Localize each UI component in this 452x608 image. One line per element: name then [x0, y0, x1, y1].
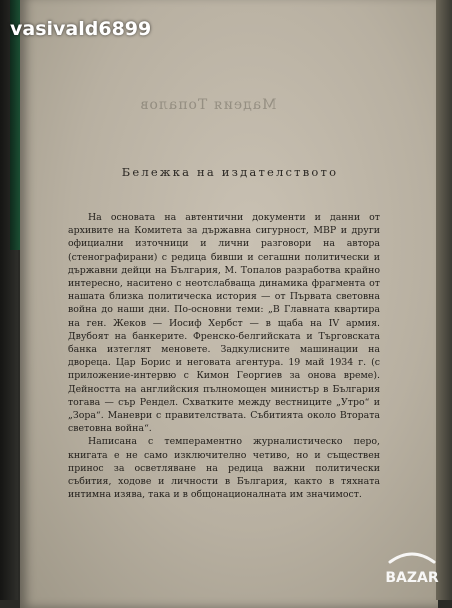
logo-text: BAZAR — [385, 570, 439, 586]
body-text — [68, 211, 380, 501]
paragraph-2: Написана с темпераментно журналистическо перо, книгата е не само изключително четиво, но и съществен принос за осветляване на редица важни политически събития, ходове и личности в България, както в тяхната интимна изява, така и в общонационалната им значимост. — [68, 436, 380, 501]
page-edge — [436, 0, 452, 600]
paragraph-1: На основата на автентични документи и данни от архивите на Комитета за държавна сигурност, МВР и други официални източници и лични разговори на автора (стенографирани) с редица бивши и сегашни политически и държавни дейци на България, М. Топалов разработва крайно интересно, наситено с неотслабваща динамика фрагмента от нашата близка политическа история — от Първата световна война до наши дни. По-основни теми: „В Главната квартира на ген. Жеков — Иосиф Хербст — в щаба на IV армия. Двубоят на банкерите. Френско-белгийската и Търговската банка изтеглят меновете. Задкулисните машинации на двореца. Цар Борис и неговата агентура. 19 май 1934 г. (с приложение-интервю с Кимон Георгиев за онова време). Дейността на английския пълномощен министър в България тогава — сър Рендел. Схватките между вестниците „Утро“ и „Зора“. Маневри с правителствата. Събитията около Втората световна война“. — [68, 212, 380, 435]
bazar-logo-icon — [380, 548, 444, 594]
watermark-username: vasivald6899 — [10, 18, 152, 40]
show-through-title: Мадеия Топалов — [139, 97, 277, 113]
page-heading: Бележка на издателството — [121, 165, 339, 179]
